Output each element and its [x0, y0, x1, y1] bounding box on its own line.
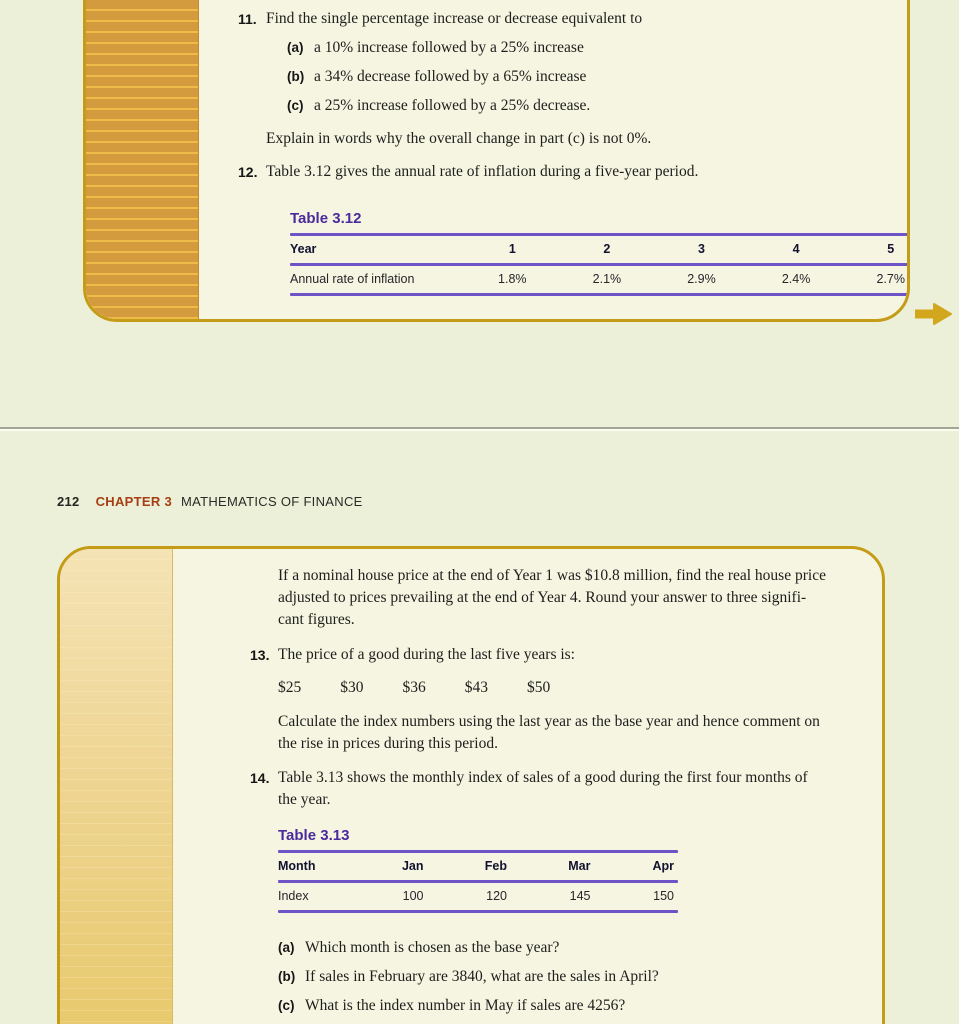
table-header-cell: 5 — [887, 242, 895, 256]
price-value: $25 — [278, 679, 302, 696]
sidebar-accent-bar — [86, 0, 199, 319]
table-cell: 2.4% — [781, 272, 811, 286]
subitem-b — [278, 966, 882, 988]
table-header-cell: Mar — [568, 859, 591, 873]
subitem-text: What is the index number in May if sales are 4256? — [305, 997, 626, 1014]
subitem-marker: (c) — [278, 998, 295, 1013]
page-fragment-bottom — [0, 431, 959, 1024]
table-3-12 — [290, 210, 910, 296]
table-cell: 100 — [402, 889, 424, 903]
exercise-number: 11. — [238, 11, 257, 27]
sidebar-accent-bar — [60, 549, 173, 1024]
exercise-text: Find the single percentage increase or decrease equivalent to — [266, 10, 643, 27]
exercise-body — [278, 565, 882, 631]
table-header-cell: Jan — [401, 859, 424, 873]
exercise-body — [266, 8, 907, 150]
chapter-title: MATHEMATICS OF FINANCE — [180, 494, 363, 509]
subitem-text: Which month is chosen as the base year? — [305, 939, 560, 956]
table-cell: 2.7% — [876, 272, 905, 286]
table-row — [290, 266, 910, 293]
page-fragment-top — [0, 0, 959, 427]
exercise-12 — [238, 161, 907, 296]
price-value: $43 — [464, 679, 488, 696]
subitem-c — [287, 95, 907, 117]
exercise-body — [266, 161, 907, 296]
price-value: $30 — [340, 679, 364, 696]
price-list — [278, 677, 882, 699]
exercise-14 — [250, 767, 882, 1017]
table-title: Table 3.12 — [290, 210, 362, 227]
page-number: 212 — [57, 494, 80, 509]
table-cell: 2.9% — [687, 272, 716, 286]
exercise-content-bottom — [176, 549, 882, 1024]
price-value: $50 — [527, 679, 551, 696]
exercise-content-top — [202, 0, 907, 319]
table-header-cell: 2 — [603, 242, 611, 256]
table-cell: 2.1% — [592, 272, 622, 286]
subitem-text: a 10% increase followed by a 25% increase — [314, 39, 584, 56]
paragraph-line: If a nominal house price at the end of Year 1 was $10.8 million, find the real house price — [278, 567, 826, 584]
table-header-cell: Month — [278, 859, 316, 873]
table-row-label: Annual rate of inflation — [290, 272, 415, 286]
exercise-box-bottom — [57, 546, 885, 1024]
exercise-number: 14. — [250, 770, 270, 786]
subitem-marker: (a) — [278, 940, 295, 955]
table-header-cell: Year — [290, 242, 317, 256]
exercise-13 — [250, 644, 882, 755]
table-header-row — [278, 853, 678, 880]
subitem-marker: (a) — [287, 40, 304, 55]
subitem-marker: (c) — [287, 98, 304, 113]
table-cell: 145 — [569, 889, 591, 903]
table-row-label: Index — [278, 889, 309, 903]
table-header-row — [290, 236, 910, 263]
exercise-text: The price of a good during the last five years is: — [278, 646, 575, 663]
exercise-note: Explain in words why the overall change in part (c) is not 0%. — [266, 130, 652, 147]
subitem-text: If sales in February are 3840, what are the sales in April? — [305, 968, 659, 985]
table-header-cell: 1 — [508, 242, 516, 256]
exercise-body — [278, 644, 882, 755]
table-title: Table 3.13 — [278, 827, 350, 844]
table-cell: 120 — [486, 889, 507, 903]
paragraph-line: Calculate the index numbers using the last year as the base year and hence comment on — [278, 713, 820, 730]
table-rule — [290, 293, 910, 296]
subitem-marker: (b) — [278, 969, 296, 984]
exercise-number: 13. — [250, 647, 270, 663]
exercise-text-line: the year. — [278, 791, 331, 808]
subitem-a — [278, 937, 882, 959]
exercise-number: 12. — [238, 164, 258, 180]
exercise-body — [278, 767, 882, 1017]
exercise-11 — [238, 8, 907, 150]
table-rule — [278, 910, 678, 913]
table-header-cell: Apr — [652, 859, 674, 873]
table-header-cell: Feb — [484, 859, 507, 873]
subitem-b — [287, 66, 907, 88]
subitem-text: a 25% increase followed by a 25% decrease. — [314, 97, 591, 114]
chapter-label: CHAPTER 3 — [95, 494, 172, 509]
exercise-text-line: Table 3.13 shows the monthly index of sales of a good during the first four months of — [278, 769, 808, 786]
continuation-arrow-icon — [915, 301, 953, 327]
table-cell: 150 — [653, 889, 674, 903]
paragraph-line: adjusted to prices prevailing at the end of Year 4. Round your answer to three signifi- — [278, 589, 807, 606]
exercise-box-top — [83, 0, 910, 322]
table-row — [278, 883, 678, 910]
table-header-cell: 4 — [792, 242, 800, 256]
subitem-text: a 34% decrease followed by a 65% increase — [314, 68, 587, 85]
table-cell: 1.8% — [498, 272, 527, 286]
exercise-text: Table 3.12 gives the annual rate of inflation during a five-year period. — [266, 163, 699, 180]
table-header-cell: 3 — [698, 242, 705, 256]
running-head — [57, 494, 363, 509]
paragraph-line: the rise in prices during this period. — [278, 735, 498, 752]
subitem-marker: (b) — [287, 69, 305, 84]
paragraph-line: cant figures. — [278, 611, 355, 628]
exercise-12-continued — [250, 565, 882, 631]
table-3-13 — [278, 827, 678, 913]
subitem-c — [278, 995, 882, 1017]
subitem-a — [287, 37, 907, 59]
price-value: $36 — [402, 679, 426, 696]
